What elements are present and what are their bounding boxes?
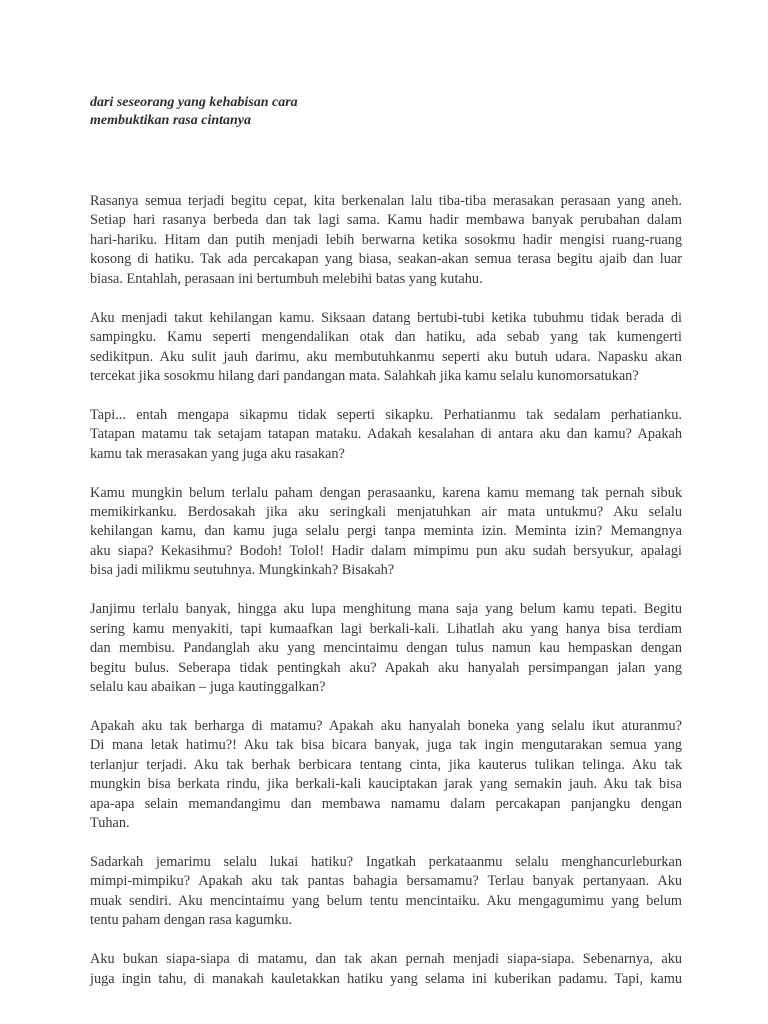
document-page [90, 94, 682, 1008]
paragraph-line: memikirkanku. Berdosakah jika aku seringkali menjatuhkan air mata untukmu? Aku selalu [90, 504, 682, 520]
paragraph [90, 950, 682, 989]
paragraph-line: apa-apa selain memandangimu dan membawa namamu dalam percakapan panjangku dengan [90, 795, 682, 812]
paragraph [90, 484, 682, 581]
paragraph-line: muak sendiri. Aku mencintaimu yang belum tentu mencintaiku. Aku mengagumimu yang belum [90, 892, 682, 909]
paragraph-line: sedikitpun. Aku sulit jauh darimu, aku membutuhkanmu seperti aku butuh udara. Napasku akan [90, 348, 682, 365]
paragraph-line: bisa jadi milikmu seutuhnya. Mungkinkah? Bisakah? [90, 562, 395, 579]
paragraph [90, 600, 682, 697]
paragraph-line: Setiap hari rasanya berbeda dan tak lagi sama. Kamu hadir membawa banyak perubahan dalam [90, 212, 682, 229]
paragraph-line: mimpi-mimpiku? Apakah aku tak pantas bahagia bersamamu? Terlau banyak pertanyaan. Aku [90, 873, 682, 890]
paragraph-line: biasa. Entahlah, perasaan ini bertumbuh melebihi batas yang kutahu. [90, 270, 483, 287]
paragraph-line: sering kamu menyakiti, tapi kumaafkan lagi berkali-kali. Lihatlah aku yang hanya bisa terdiam [90, 620, 682, 637]
paragraph-line: sampingku. Kamu seperti mengendalikan otak dan hatiku, ada sebab yang tak kumengerti [90, 329, 682, 346]
paragraph-line: Tatapan matamu tak setajam tatapan mataku. Adakah kesalahan di antara aku dan kamu? Apakah [90, 426, 682, 443]
paragraph-line: Apakah aku tak berharga di matamu? Apakah aku hanyalah boneka yang selalu ikut aturanmu? [90, 717, 682, 734]
paragraph-line: terlanjur terjadi. Aku tak berhak berbicara tentang cinta, jika kauterus tulikan telinga. Aku tak [90, 756, 682, 773]
paragraph-line: selalu kau abaikan – juga kautinggalkan? [90, 678, 326, 695]
title-line: dari seseorang yang kehabisan cara [90, 95, 298, 110]
document-title [90, 94, 682, 130]
paragraph-line: kosong di hatiku. Tak ada percakapan yang biasa, seakan-akan semua terasa begitu ajaib dan luar [90, 251, 682, 268]
paragraph-line: hari-hariku. Hitam dan putih menjadi lebih berwarna ketika sosokmu hadir mengisi ruang-ruang [90, 231, 682, 248]
paragraph [90, 406, 682, 464]
paragraph-line: Di mana letak hatimu?! Aku tak bisa bicara banyak, juga tak ingin mengutarakan semua yang [90, 737, 682, 754]
paragraph-line: Aku bukan siapa-siapa di matamu, dan tak akan pernah menjadi siapa-siapa. Sebenarnya, aku [90, 951, 682, 968]
document-body [90, 192, 682, 989]
paragraph-line: Janjimu terlalu banyak, hingga aku lupa menghitung mana saja yang belum kamu tepati. Begitu [90, 601, 682, 618]
paragraph [90, 192, 682, 289]
paragraph-line: mungkin bisa berkata rindu, jika berkali-kali kauciptakan jarak yang semakin jauh. Aku tak bisa [90, 776, 682, 793]
paragraph-line: juga ingin tahu, di manakah kauletakkan hatiku yang selama ini kuberikan padamu. Tapi, kamu [90, 970, 682, 987]
paragraph [90, 717, 682, 834]
paragraph-line: kehilangan kamu, dan kamu juga selalu pergi tanpa meminta izin. Meminta izin? Memangnya [90, 523, 682, 540]
paragraph-line: tentu paham dengan rasa kagumku. [90, 912, 293, 929]
paragraph-line: aku siapa? Kekasihmu? Bodoh! Tolol! Hadir dalam mimpimu pun aku sudah bersyukur, apalagi [90, 542, 682, 559]
paragraph-line: begitu bulus. Seberapa tidak pentingkah aku? Apakah aku hanyalah persimpangan jalan yang [90, 659, 682, 676]
paragraph-line: Tapi... entah mengapa sikapmu tidak seperti sikapku. Perhatianmu tak sedalam perhatianku. [90, 406, 682, 423]
paragraph [90, 309, 682, 387]
paragraph [90, 853, 682, 931]
paragraph-line: Tuhan. [90, 815, 130, 831]
paragraph-line: Kamu mungkin belum terlalu paham dengan perasaanku, karena kamu memang tak pernah sibuk [90, 484, 682, 501]
title-line: membuktikan rasa cintanya [90, 113, 252, 128]
paragraph-line: Rasanya semua terjadi begitu cepat, kita berkenalan lalu tiba-tiba merasakan perasaan yang aneh. [90, 193, 682, 209]
paragraph-line: tercekat jika sosokmu hilang dari pandangan mata. Salahkah jika kamu selalu kunomorsatukan? [90, 367, 639, 384]
paragraph-line: dan membisu. Pandanglah aku yang mencintaimu dengan tulus namun kau hempaskan dengan [90, 640, 682, 657]
paragraph-line: Aku menjadi takut kehilangan kamu. Siksaan datang bertubi-tubi ketika tubuhmu tidak berada di [90, 309, 682, 326]
paragraph-line: kamu tak merasakan yang juga aku rasakan? [90, 445, 345, 462]
paragraph-line: Sadarkah jemarimu selalu lukai hatiku? Ingatkah perkataanmu selalu menghancurleburkan [90, 853, 682, 870]
